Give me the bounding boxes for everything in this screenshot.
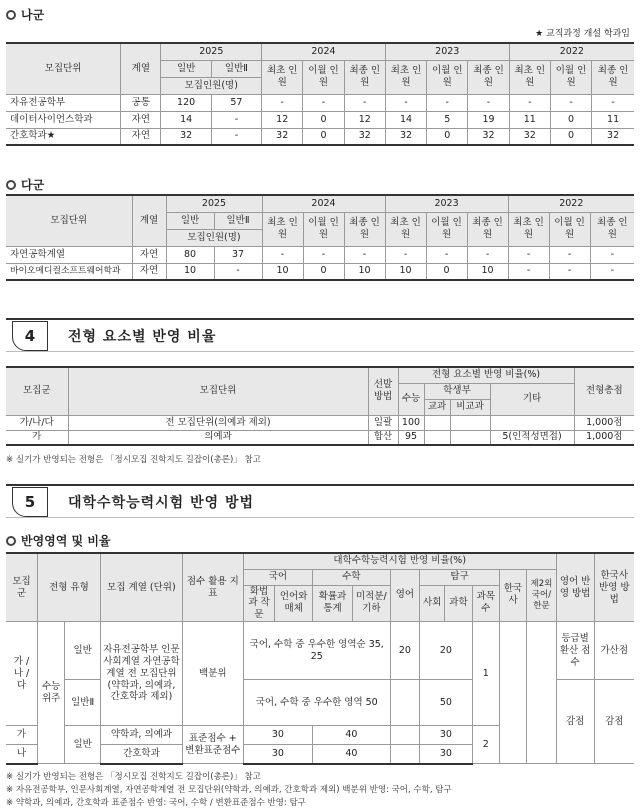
header-hist-method: 한국사 반영 방법	[594, 553, 634, 622]
subject-cell	[424, 430, 450, 445]
value-cell: -	[508, 263, 549, 280]
section-da-title: 다군	[21, 178, 45, 192]
group-cell: 가	[6, 726, 37, 745]
value-cell: -	[385, 246, 426, 263]
english-cell	[390, 726, 419, 745]
value-cell: 32	[385, 128, 426, 145]
english-cell: 20	[390, 622, 419, 680]
history-cell	[499, 622, 526, 764]
header-year-2022: 2022	[509, 43, 634, 60]
table-row	[6, 415, 634, 430]
header-method: 선발 방법	[368, 367, 398, 415]
value-cell: -	[509, 94, 550, 111]
subtype-cell: 일반	[65, 622, 101, 680]
value-cell: 10	[385, 263, 426, 280]
table-row	[6, 111, 634, 128]
value-cell: -	[344, 94, 385, 111]
header-group: 모집 군	[6, 553, 37, 622]
unit-cell: 자유전공학부	[6, 94, 121, 111]
header-count: 과목 수	[472, 585, 499, 622]
header-year-2023: 2023	[385, 195, 508, 212]
value-cell: 0	[303, 128, 344, 145]
table-row	[6, 622, 634, 680]
footnote: ※ 실기가 반영되는 전형은 「정시모집 진학지도 길잡이(총론)」 참고	[6, 772, 261, 782]
value-cell: 12	[262, 111, 303, 128]
header-first: 최초 인원	[262, 212, 303, 246]
subtype-cell: 일반Ⅱ	[65, 680, 101, 726]
type-cell: 자연	[121, 128, 161, 145]
value-cell: 57	[211, 94, 261, 111]
value-cell: -	[467, 246, 508, 263]
count-cell: 1	[472, 622, 499, 726]
header-carry: 이월 인원	[303, 212, 344, 246]
inquiry-cell: 30	[420, 745, 472, 764]
header-nonsubject: 비교과	[450, 399, 490, 415]
other-cell	[490, 415, 574, 430]
value-cell: 32	[468, 128, 509, 145]
group-cell: 가/나/다	[6, 415, 68, 430]
unit-cell: 바이오메디컬소프트웨어학과	[6, 263, 132, 280]
inquiry-cell: 50	[420, 680, 472, 726]
unit-cell: 약학과, 의예과	[100, 726, 182, 745]
header-group: 모집군	[6, 367, 68, 415]
value-cell: 32	[262, 128, 303, 145]
value-cell: 14	[385, 111, 426, 128]
total-cell: 1,000점	[574, 430, 634, 445]
header-science: 과학	[445, 585, 472, 622]
type-cell: 공통	[121, 94, 161, 111]
section-na-title: 나군	[21, 8, 45, 22]
value-cell: -	[508, 246, 549, 263]
header-unit: 모집단위	[6, 43, 121, 94]
english-cell	[390, 745, 419, 764]
header-year-2023: 2023	[385, 43, 509, 60]
chapter-4-heading	[6, 318, 634, 352]
english-cell	[390, 680, 419, 726]
method-cell: 합산	[368, 430, 398, 445]
value-cell: 0	[427, 128, 468, 145]
header-year-2024: 2024	[262, 195, 385, 212]
value-cell: -	[214, 263, 262, 280]
value-cell: -	[303, 246, 344, 263]
header-social: 사회	[420, 585, 445, 622]
value-cell: 11	[509, 111, 550, 128]
header-csat-ratio: 대학수학능력시험 반영 비율(%)	[243, 553, 556, 569]
math-cell: 40	[313, 745, 391, 764]
chapter-number: 4	[12, 321, 48, 351]
header-general: 일반	[161, 60, 211, 77]
score-cell: 백분위	[182, 622, 243, 726]
value-cell: 0	[303, 111, 344, 128]
nonsubject-cell	[450, 415, 490, 430]
header-final: 최종 인원	[344, 60, 385, 94]
total-cell: 1,000점	[574, 415, 634, 430]
count-cell: 2	[472, 726, 499, 764]
header-korean: 국어	[243, 569, 312, 585]
header-type: 전형 유형	[37, 553, 100, 622]
kor-math-cell: 국어, 수학 중 우수한 영역순 35, 25	[243, 622, 390, 680]
group-cell: 가	[6, 430, 68, 445]
value-cell: 32	[592, 128, 634, 145]
subject-cell	[424, 415, 450, 430]
eng-method-cell: 감점	[556, 680, 594, 764]
value-cell: 0	[550, 111, 591, 128]
value-cell: -	[427, 94, 468, 111]
table-row	[6, 430, 634, 445]
inquiry-cell: 20	[420, 622, 472, 680]
type-cell: 자연	[132, 246, 166, 263]
chapter-title: 전형 요소별 반영 비율	[68, 328, 217, 345]
section-da-heading	[6, 176, 44, 193]
table-ratio	[6, 366, 634, 446]
header-english: 영어	[390, 569, 419, 622]
header-final: 최종 인원	[592, 60, 634, 94]
subtype-cell: 일반	[65, 726, 101, 764]
table-row	[6, 246, 634, 263]
footnote: ※ 자유전공학부, 인문사회계열, 자연공학계열 전 모집단위(약학과, 의예과, 간호학과 제외) 백분위 반영: 국어, 수학, 탐구	[6, 785, 452, 795]
inquiry-cell: 30	[420, 726, 472, 745]
csat-cell: 100	[398, 415, 424, 430]
header-type: 계열	[132, 195, 166, 246]
value-cell: -	[468, 94, 509, 111]
chapter-number: 5	[12, 487, 48, 517]
header-year-2025: 2025	[161, 43, 262, 60]
value-cell: 5	[427, 111, 468, 128]
header-carry: 이월 인원	[549, 212, 590, 246]
eng-method-cell: 등급별 환산 점수	[556, 622, 594, 680]
header-subject: 교과	[424, 399, 450, 415]
value-cell: -	[590, 263, 634, 280]
table-na	[6, 42, 634, 146]
value-cell: 0	[426, 263, 467, 280]
value-cell: -	[344, 246, 385, 263]
header-math: 수학	[313, 569, 391, 585]
value-cell: 32	[344, 128, 385, 145]
header-first: 최초 인원	[262, 60, 303, 94]
korean-cell: 30	[243, 726, 312, 745]
math-cell: 40	[313, 726, 391, 745]
header-eng-method: 영어 반영 방법	[556, 553, 594, 622]
value-cell: 19	[468, 111, 509, 128]
other-cell: 5(인적성면접)	[490, 430, 574, 445]
value-cell: -	[262, 94, 303, 111]
header-score: 점수 활용 지표	[182, 553, 243, 622]
value-cell: 10	[262, 263, 303, 280]
ring-bullet-icon	[6, 180, 16, 190]
header-m2: 미적분/ 기하	[352, 585, 390, 622]
header-unit: 모집 계열 (단위)	[100, 553, 182, 622]
header-final: 최종 인원	[467, 212, 508, 246]
value-cell: -	[385, 94, 426, 111]
value-cell: 10	[166, 263, 214, 280]
table-row	[6, 94, 634, 111]
header-k1: 화법과 작문	[243, 585, 274, 622]
header-ratio: 전형 요소별 반영 비율(%)	[398, 367, 574, 383]
value-cell: 14	[161, 111, 211, 128]
score-cell: 표준점수 + 변환표준점수	[182, 726, 243, 764]
value-cell: -	[211, 128, 261, 145]
value-cell: -	[211, 111, 261, 128]
header-year-2024: 2024	[262, 43, 386, 60]
header-history: 한국사	[499, 569, 526, 622]
type-cell: 수능 위주	[37, 622, 64, 764]
header-carry: 이월 인원	[426, 212, 467, 246]
table-csat-reflection	[6, 552, 634, 765]
hist-method-cell: 가산점	[594, 622, 634, 680]
method-cell: 일괄	[368, 415, 398, 430]
value-cell: 0	[550, 128, 591, 145]
table-row	[6, 263, 634, 280]
header-year-2022: 2022	[508, 195, 634, 212]
nonsubject-cell	[450, 430, 490, 445]
header-carry: 이월 인원	[550, 60, 591, 94]
footnote: ※ 실기가 반영되는 전형은 「정시모집 진학지도 길잡이(총론)」 참고	[6, 455, 261, 465]
kor-math-cell: 국어, 수학 중 우수한 영역 50	[243, 680, 390, 726]
type-cell: 자연	[132, 263, 166, 280]
value-cell: -	[303, 94, 344, 111]
group-cell: 가 / 나 / 다	[6, 622, 37, 726]
value-cell: 10	[344, 263, 385, 280]
header-second-lang: 제2외 국어/ 한문	[527, 569, 557, 622]
value-cell: 80	[166, 246, 214, 263]
second-lang-cell	[527, 622, 557, 764]
value-cell: 11	[592, 111, 634, 128]
header-type: 계열	[121, 43, 161, 94]
unit-cell: 간호학과	[100, 745, 182, 764]
header-unit: 모집단위	[6, 195, 132, 246]
header-first: 최초 인원	[508, 212, 549, 246]
section-reflect-heading	[6, 532, 111, 549]
header-quota: 모집인원(명)	[166, 229, 262, 246]
value-cell: 37	[214, 246, 262, 263]
header-final: 최종 인원	[590, 212, 634, 246]
footnote: ※ 약학과, 의예과, 간호학과 표준점수 반영: 국어, 수학 / 변환표준점수 반영: 탐구	[6, 798, 306, 808]
header-k2: 언어와 매체	[275, 585, 313, 622]
value-cell: -	[590, 246, 634, 263]
header-other: 기타	[490, 383, 574, 415]
value-cell: -	[550, 94, 591, 111]
value-cell: 12	[344, 111, 385, 128]
value-cell: 32	[509, 128, 550, 145]
header-general: 일반	[166, 212, 214, 229]
header-first: 최초 인원	[385, 212, 426, 246]
value-cell: 32	[161, 128, 211, 145]
header-quota: 모집인원(명)	[161, 77, 262, 94]
header-year-2025: 2025	[166, 195, 262, 212]
value-cell: 0	[303, 263, 344, 280]
header-inquiry: 탐구	[420, 569, 500, 585]
unit-cell: 간호학과★	[6, 128, 121, 145]
value-cell: -	[549, 263, 590, 280]
unit-cell: 의예과	[68, 430, 368, 445]
section-reflect-title: 반영영역 및 비율	[21, 534, 111, 548]
header-first: 최초 인원	[509, 60, 550, 94]
table-row	[6, 128, 634, 145]
value-cell: -	[426, 246, 467, 263]
value-cell: 10	[467, 263, 508, 280]
type-cell: 자연	[121, 111, 161, 128]
teacher-course-note: ★ 교직과정 개설 학과임	[535, 29, 630, 39]
header-final: 최종 인원	[468, 60, 509, 94]
header-unit: 모집단위	[68, 367, 368, 415]
header-carry: 이월 인원	[303, 60, 344, 94]
table-da	[6, 194, 634, 281]
value-cell: 120	[161, 94, 211, 111]
header-carry: 이월 인원	[427, 60, 468, 94]
hist-method-cell: 감점	[594, 680, 634, 764]
ring-bullet-icon	[6, 10, 16, 20]
header-general2: 일반Ⅱ	[214, 212, 262, 229]
value-cell: -	[549, 246, 590, 263]
unit-cell: 데이터사이언스학과	[6, 111, 121, 128]
value-cell: -	[592, 94, 634, 111]
chapter-5-heading	[6, 484, 634, 518]
csat-cell: 95	[398, 430, 424, 445]
chapter-title: 대학수학능력시험 반영 방법	[68, 494, 255, 511]
header-csat: 수능	[398, 383, 424, 415]
unit-cell: 자유전공학부 인문사회계열 자연공학계열 전 모집단위 (약학과, 의예과, 간호학과 제외)	[100, 622, 182, 726]
value-cell: -	[262, 246, 303, 263]
header-m1: 확률과 통계	[313, 585, 353, 622]
ring-bullet-icon	[6, 536, 16, 546]
header-total: 전형총점	[574, 367, 634, 415]
korean-cell: 30	[243, 745, 312, 764]
group-cell: 나	[6, 745, 37, 764]
unit-cell: 전 모집단위(의예과 제외)	[68, 415, 368, 430]
section-na-heading	[6, 6, 44, 23]
header-final: 최종 인원	[344, 212, 385, 246]
unit-cell: 자연공학계열	[6, 246, 132, 263]
header-first: 최초 인원	[385, 60, 426, 94]
header-school-record: 학생부	[424, 383, 490, 399]
header-general2: 일반Ⅱ	[211, 60, 261, 77]
